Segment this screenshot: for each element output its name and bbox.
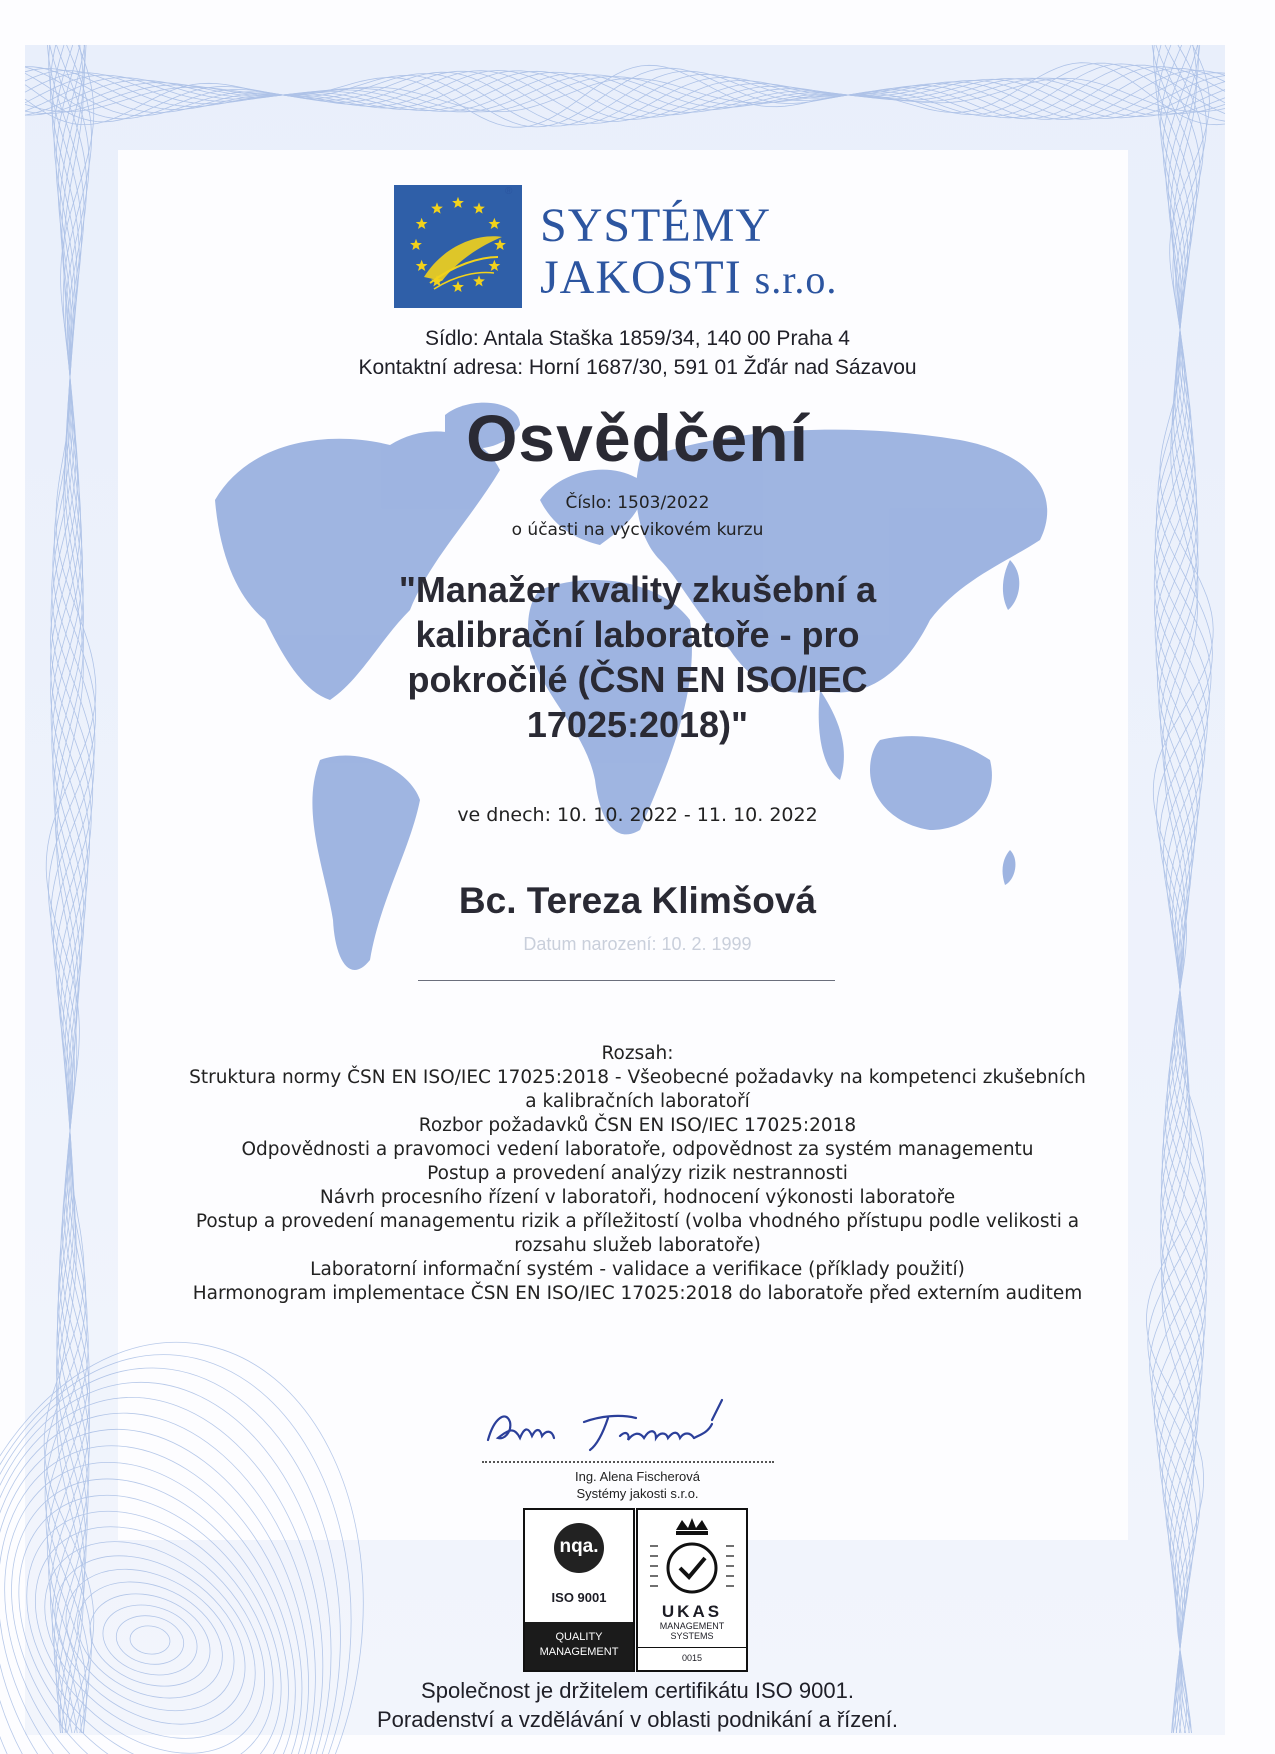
eu-stars-emblem-icon xyxy=(394,185,522,308)
logo-line-1: SYSTÉMY xyxy=(540,199,772,252)
scope-line: Struktura normy ČSN EN ISO/IEC 17025:2018 - Všeobecné požadavky na kompetenci zkušebních xyxy=(189,1067,1086,1088)
nqa-iso9001-badge xyxy=(523,1508,635,1672)
scope-line: Harmonogram implementace ČSN EN ISO/IEC 17025:2018 do laboratoře před externím auditem xyxy=(192,1283,1083,1304)
management-label: MANAGEMENT xyxy=(539,1646,619,1658)
course-title xyxy=(0,567,1275,747)
scope-line: Odpovědnosti a pravomoci vedení laboratoře, odpovědnost za systém managementu xyxy=(241,1139,1034,1160)
scope-heading: Rozsah: xyxy=(601,1043,674,1064)
ukas-management-label: MANAGEMENT xyxy=(659,1621,725,1631)
name-underline xyxy=(418,980,835,981)
course-title-line: kalibrační laboratoře - pro xyxy=(415,614,860,655)
scope-line: a kalibračních laboratoří xyxy=(525,1091,750,1112)
faded-birth-date: Datum narození: 10. 2. 1999 xyxy=(523,934,752,954)
footer-line-1: Společnost je držitelem certifikátu ISO 9001. xyxy=(421,1678,854,1703)
ukas-number: 0015 xyxy=(681,1653,703,1663)
certificate-title: Osvědčení xyxy=(466,401,809,475)
ukas-label: UKAS xyxy=(661,1602,723,1621)
scope-line: Rozbor požadavků ČSN EN ISO/IEC 17025:2018 xyxy=(418,1115,857,1136)
company-logo-wordmark xyxy=(540,200,837,306)
ukas-crown-tick-icon xyxy=(648,1516,736,1606)
scope-line: Postup a provedení analýzy rizik nestrannosti xyxy=(427,1163,848,1184)
participation-text: o účasti na výcvikovém kurzu xyxy=(511,520,764,540)
recipient-name: Bc. Tereza Klimšová xyxy=(458,880,817,921)
logo-suffix: s.r.o. xyxy=(754,257,838,302)
handwritten-signature xyxy=(480,1388,780,1458)
logo-line-2: JAKOSTI xyxy=(540,251,742,304)
course-title-line: pokročilé (ČSN EN ISO/IEC xyxy=(407,659,868,700)
company-seat-address: Sídlo: Antala Staška 1859/34, 140 00 Praha 4 xyxy=(425,327,850,350)
course-dates: ve dnech: 10. 10. 2022 - 11. 10. 2022 xyxy=(457,804,818,826)
scope-line: Postup a provedení managementu rizik a příležitostí (volba vhodného přístupu podle velikosti a xyxy=(195,1211,1080,1232)
ukas-badge xyxy=(636,1508,748,1672)
registered-mark: ® xyxy=(505,186,513,197)
course-title-line: "Manažer kvality zkušební a xyxy=(398,569,877,610)
signatory-name: Ing. Alena Fischerová xyxy=(574,1469,701,1484)
ukas-systems-label: SYSTEMS xyxy=(670,1631,714,1641)
nqa-logo-text: nqa. xyxy=(559,1536,599,1557)
footer xyxy=(0,1676,1275,1734)
certificate-number: Číslo: 1503/2022 xyxy=(565,493,710,513)
company-contact-address: Kontaktní adresa: Horní 1687/30, 591 01 Žďár nad Sázavou xyxy=(358,356,917,379)
scope-line: Laboratorní informační systém - validace a verifikace (příklady použití) xyxy=(310,1259,965,1280)
course-scope xyxy=(0,1042,1275,1306)
scope-line: rozsahu služeb laboratoře) xyxy=(514,1235,761,1256)
quality-label: QUALITY xyxy=(555,1631,603,1643)
footer-line-2: Poradenství a vzdělávání v oblasti podnikání a řízení. xyxy=(377,1707,898,1732)
company-logo-emblem xyxy=(394,185,522,308)
course-title-line: 17025:2018)" xyxy=(526,704,749,745)
scope-line: Návrh procesního řízení v laboratoři, hodnocení výkonosti laboratoře xyxy=(319,1187,956,1208)
iso-9001-label: ISO 9001 xyxy=(551,1590,607,1605)
signature-line xyxy=(482,1461,774,1463)
signatory-company: Systémy jakosti s.r.o. xyxy=(576,1486,699,1501)
